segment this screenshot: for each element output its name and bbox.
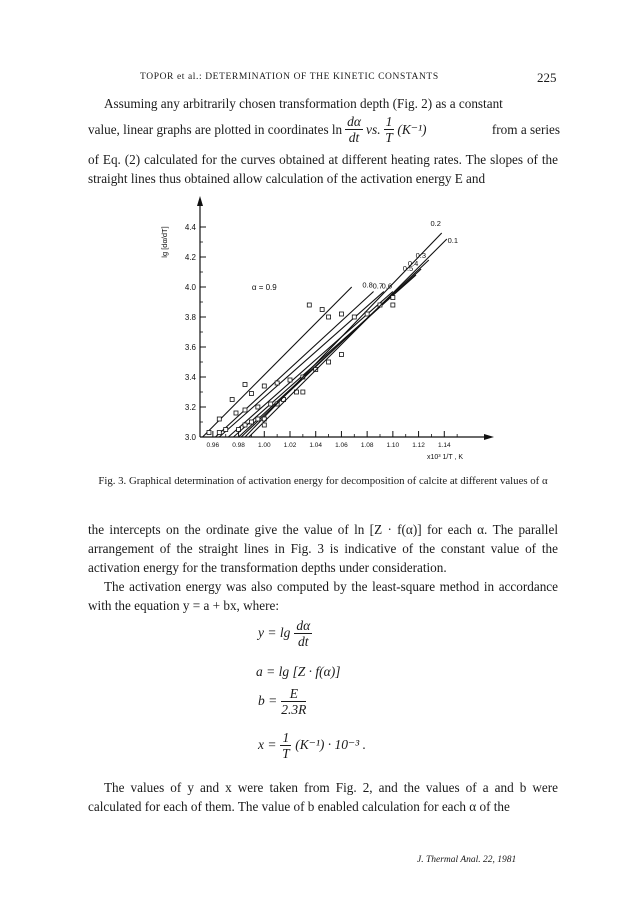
x-axis-label: x10³ 1/T , K xyxy=(426,454,464,461)
x-tick-label: 1.10 xyxy=(386,442,400,449)
data-point-marker xyxy=(327,315,331,319)
data-point-marker xyxy=(352,315,356,319)
y-tick-label: 4.4 xyxy=(184,223,196,232)
data-point-marker xyxy=(243,408,247,412)
series-label: 0.3 xyxy=(415,251,427,260)
data-point-marker xyxy=(256,405,260,409)
series-label: 0.1 xyxy=(447,236,459,245)
eq-y-lhs: y = lg xyxy=(258,625,291,641)
data-point-marker xyxy=(256,417,260,421)
data-point-marker xyxy=(275,381,279,385)
x-tick-label: 1.08 xyxy=(360,442,374,449)
closing-paragraph xyxy=(88,778,558,816)
eq-b-lhs: b = xyxy=(258,693,278,709)
series-fit-line xyxy=(249,239,447,437)
data-point-marker xyxy=(391,303,395,307)
fraction-numerator: dα xyxy=(296,618,311,633)
body-paragraphs xyxy=(88,520,558,615)
one-over-t-fraction xyxy=(384,114,395,145)
series-label: 0.7 xyxy=(372,281,384,291)
x-tick-label: 1.00 xyxy=(257,442,271,449)
x-tick-label: 1.14 xyxy=(437,442,451,449)
dalpha-dt-fraction xyxy=(345,114,363,145)
data-point-marker xyxy=(307,303,311,307)
intro-line2-end: from a series xyxy=(491,121,560,137)
eq-x-rest: (K⁻¹) · 10⁻³ . xyxy=(295,737,366,753)
fraction-numerator: dα xyxy=(347,114,361,129)
series-label: 0.8 xyxy=(362,280,373,290)
figure-caption: Fig. 3. Graphical determination of activation energy for decomposition of calcite at different values of α xyxy=(98,475,548,487)
intro-line2-start: value, linear graphs are plotted in coordinates ln xyxy=(88,121,343,137)
page-number: 225 xyxy=(537,70,557,85)
journal-citation: J. Thermal Anal. 22, 1981 xyxy=(417,855,517,865)
data-point-marker xyxy=(339,353,343,357)
intro-text-rest: of Eq. (2) calculated for the curves obtained at different heating rates. The slopes of the straight lines thus obtained allow calculation of the activation energy E and xyxy=(88,152,558,186)
y-tick-label: 3.8 xyxy=(184,313,196,322)
paragraph-3: The values of y and x were taken from Fig. 2, and the values of a and b were calculated for each of them. The value of b enabled calculation for each α of the xyxy=(88,780,558,814)
eq-b-fraction xyxy=(281,686,306,717)
paragraph-1: the intercepts on the ordinate give the value of ln [Z · f(α)] for each α. The parallel arrangement of the straight lines in Fig. 3 is indicative of the constant value of the activation energy for the transformation depths under consideration. xyxy=(88,522,558,575)
y-tick-label: 4.2 xyxy=(184,253,196,262)
paragraph-2: The activation energy was also computed by the least-square method in accordance with the equation y = a + bx, where: xyxy=(88,579,558,613)
data-point-marker xyxy=(249,392,253,396)
fig3-chart xyxy=(150,190,500,470)
x-tick-label: 1.04 xyxy=(309,442,323,449)
x-tick-label: 1.12 xyxy=(412,442,425,449)
series-label: 0.2 xyxy=(430,219,441,228)
fraction-denominator: dt xyxy=(348,130,360,145)
x-tick-label: 1.06 xyxy=(335,442,348,449)
equation-a: a = lg [Z · f(α)] xyxy=(256,664,341,679)
series-fit-line xyxy=(215,292,373,438)
running-header: TOPOR et al.: DETERMINATION OF THE KINETIC CONSTANTS xyxy=(140,72,439,82)
data-point-marker xyxy=(288,378,292,382)
intro-line-2 xyxy=(88,114,560,145)
x-tick-label: 0.98 xyxy=(232,442,245,449)
data-point-marker xyxy=(327,360,331,364)
data-point-marker xyxy=(339,312,343,316)
y-tick-label: 3.0 xyxy=(184,433,196,442)
eq-x-fraction xyxy=(280,730,291,761)
unit-text: (K⁻¹) xyxy=(397,121,427,137)
series-label-alpha: α = 0.9 xyxy=(251,283,277,292)
data-point-marker xyxy=(230,398,234,402)
series-label: 0.6 xyxy=(381,281,393,291)
data-point-marker xyxy=(391,296,395,300)
y-axis-label: lg [dα/dT] xyxy=(160,226,169,258)
fraction-numerator: E xyxy=(281,686,306,702)
fraction-numerator: 1 xyxy=(282,730,290,745)
equation-b xyxy=(258,686,306,717)
series-label: 0.4 xyxy=(407,259,419,268)
y-tick-label: 3.6 xyxy=(184,343,196,352)
intro-rest xyxy=(88,150,558,188)
vs-text: vs. xyxy=(365,121,381,137)
data-point-marker xyxy=(207,431,211,435)
data-point-marker xyxy=(224,428,228,432)
y-tick-label: 3.4 xyxy=(184,373,196,382)
fraction-denominator: dt xyxy=(298,634,309,649)
fraction-denominator: T xyxy=(385,130,393,145)
series-label: 0.5 xyxy=(402,264,414,273)
data-point-marker xyxy=(262,384,266,388)
data-point-marker xyxy=(217,431,221,435)
data-point-marker xyxy=(234,411,238,415)
fraction-denominator: 2.3R xyxy=(281,702,307,717)
data-point-marker xyxy=(217,417,221,421)
data-point-marker xyxy=(262,423,266,427)
eq-y-fraction xyxy=(294,618,312,649)
data-point-marker xyxy=(320,308,324,312)
x-tick-label: 1.02 xyxy=(283,442,297,449)
intro-text-1: Assuming any arbitrarily chosen transformation depth (Fig. 2) as a constant xyxy=(104,96,503,111)
x-axis-arrow-icon xyxy=(484,434,494,440)
data-point-marker xyxy=(365,312,369,316)
data-point-marker xyxy=(243,383,247,387)
data-point-marker xyxy=(301,390,305,394)
eq-x-lhs: x = xyxy=(258,737,277,753)
equation-x xyxy=(258,730,366,761)
x-tick-label: 0.96 xyxy=(206,442,220,449)
data-point-marker xyxy=(249,420,253,424)
fraction-denominator: T xyxy=(282,746,290,761)
y-tick-label: 3.2 xyxy=(184,403,196,412)
intro-line-1 xyxy=(88,94,558,113)
data-point-marker xyxy=(243,423,247,427)
fraction-numerator: 1 xyxy=(385,114,393,129)
equation-y xyxy=(258,618,312,649)
y-tick-label: 4.0 xyxy=(184,283,196,292)
y-axis-arrow-icon xyxy=(197,196,203,206)
series-fit-line xyxy=(219,292,384,438)
